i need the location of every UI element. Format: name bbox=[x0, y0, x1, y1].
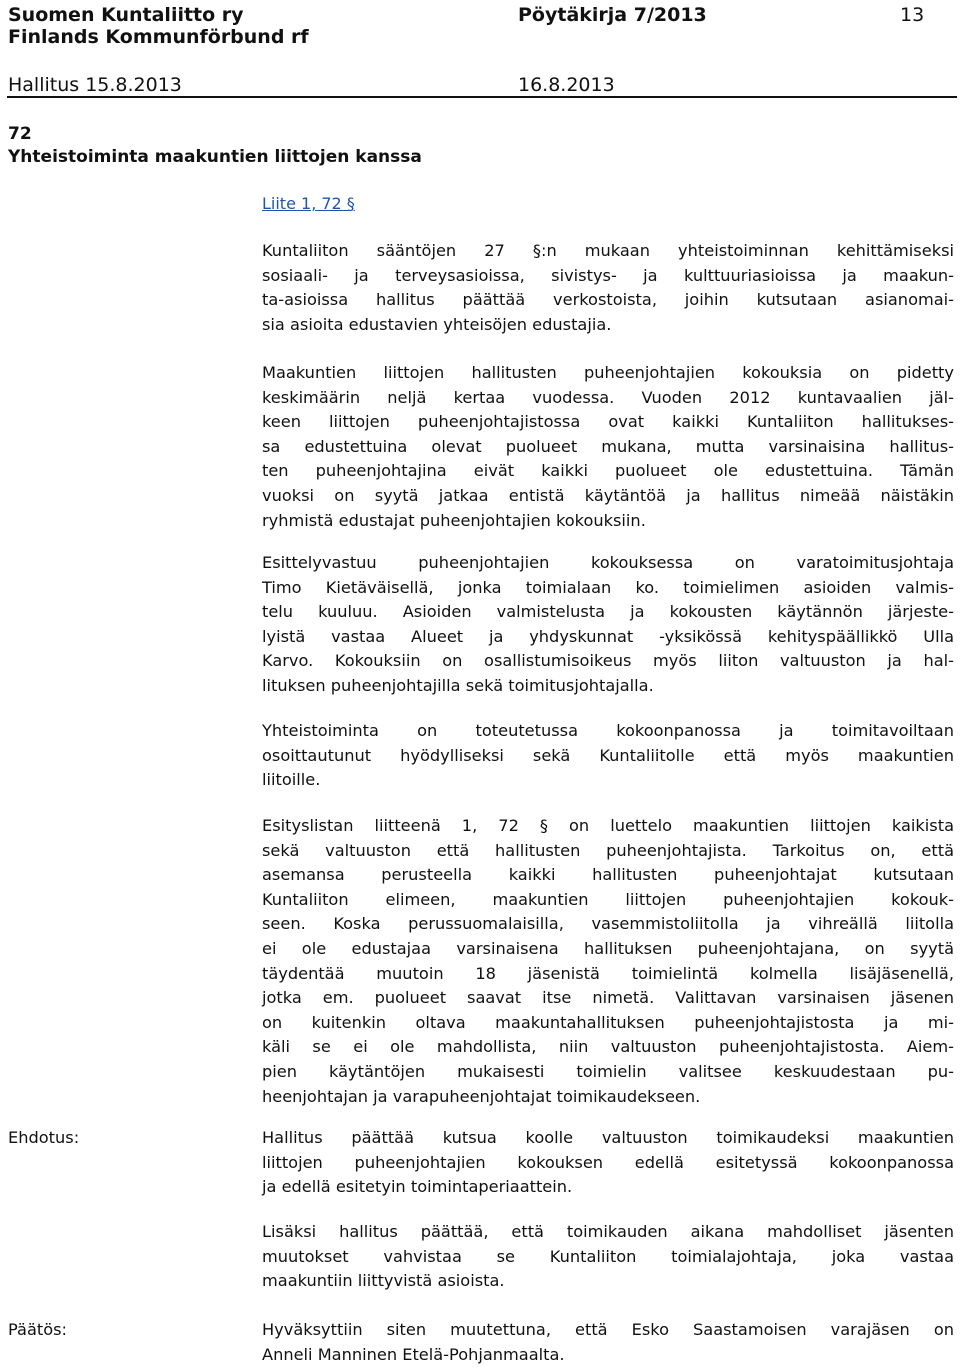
text-line: Maakuntien liittojen hallitusten puheenjohtajien kokouksia on pidetty bbox=[262, 363, 954, 382]
item-title: Yhteistoiminta maakuntien liittojen kanssa bbox=[8, 147, 422, 167]
text-line: Esityslistan liitteenä 1, 72 § on luettelo maakuntien liittojen kaikista bbox=[262, 816, 954, 835]
body-paragraph-3 bbox=[262, 551, 954, 699]
decision-label: Päätös: bbox=[8, 1320, 68, 1339]
text-line: asemansa perusteella kaikki hallitusten puheenjohtajat kutsutaan bbox=[262, 865, 954, 885]
text-line: ta-asioissa hallitus päättää verkostoista, joihin kutsutaan asianomai- bbox=[262, 290, 954, 310]
text-line: vuoksi on syytä jatkaa entistä käytäntöä ja hallitus nimeää näistäkin bbox=[262, 485, 954, 505]
text-line: keen liittojen puheenjohtajistossa ovat kaikki Kuntaliiton hallitukses- bbox=[262, 412, 954, 432]
text-line: Kuntaliiton sääntöjen 27 §:n mukaan yhteistoiminnan kehittämiseksi bbox=[262, 241, 954, 260]
text-line: ryhmistä edustajat puheenjohtajien kokouksiin. bbox=[262, 510, 646, 530]
proposal-paragraph-2 bbox=[262, 1220, 954, 1294]
header-divider bbox=[7, 96, 957, 98]
text-line: Hyväksyttiin siten muutettuna, että Esko Saastamoisen varajäsen on bbox=[262, 1320, 954, 1339]
text-line: maakuntiin liittyvistä asioista. bbox=[262, 1271, 505, 1291]
text-line: Timo Kietäväisellä, jonka toimialaan ko. toimielimen asioiden valmis- bbox=[262, 577, 954, 597]
text-line: liitoille. bbox=[262, 770, 321, 790]
text-line: sosiaali- ja terveysasioissa, sivistys- ja kulttuuriasioissa ja maakun- bbox=[262, 265, 954, 285]
text-line: pien käytäntöjen mukaisesti toimielin valitsee keskuudestaan pu- bbox=[262, 1061, 954, 1081]
attachment-link[interactable]: Liite 1, 72 § bbox=[262, 194, 355, 213]
text-line: on kuitenkin oltava maakuntahallituksen puheenjohtajistosta ja mi- bbox=[262, 1012, 954, 1032]
text-line: Esittelyvastuu puheenjohtajien kokouksessa on varatoimitusjohtaja bbox=[262, 553, 954, 572]
document-date: 16.8.2013 bbox=[518, 74, 615, 96]
text-line: jotka em. puolueet saavat itse nimetä. Valittavan varsinaisen jäsenen bbox=[262, 988, 954, 1008]
body-paragraph-1 bbox=[262, 239, 954, 337]
text-line: Yhteistoiminta on toteutetussa kokoonpanossa ja toimitavoiltaan bbox=[262, 721, 954, 740]
text-line: lyistä vastaa Alueet ja yhdyskunnat -yksikössä kehityspäällikkö Ulla bbox=[262, 626, 954, 646]
text-line: telu kuuluu. Asioiden valmistelusta ja kokousten käytännön järjeste- bbox=[262, 602, 954, 622]
text-line: lituksen puheenjohtajilla sekä toimitusjohtajalla. bbox=[262, 675, 654, 695]
text-line: käli se ei ole mahdollista, niin valtuuston puheenjohtajistosta. Aiem- bbox=[262, 1037, 954, 1057]
proposal-label: Ehdotus: bbox=[8, 1128, 80, 1147]
org-name-fi: Suomen Kuntaliitto ry bbox=[8, 4, 244, 26]
item-number: 72 bbox=[8, 124, 32, 144]
meeting-name: Hallitus 15.8.2013 bbox=[8, 74, 182, 96]
text-line: ja edellä esitetyin toimintaperiaattein. bbox=[262, 1177, 573, 1197]
body-paragraph-4 bbox=[262, 719, 954, 793]
text-line: liittojen puheenjohtajien kokouksen edellä esitetyssä kokoonpanossa bbox=[262, 1152, 954, 1172]
text-line: sia asioita edustavien yhteisöjen edustajia. bbox=[262, 314, 612, 334]
text-line: täydentää muutoin 18 jäsenistä toimielintä kolmella lisäjäsenellä, bbox=[262, 963, 954, 983]
text-line: ei ole edustajaa varsinaisena hallituksen puheenjohtajana, on syytä bbox=[262, 938, 954, 958]
proposal-paragraph-1 bbox=[262, 1126, 954, 1200]
text-line: sekä valtuuston että hallitusten puheenjohtajista. Tarkoitus on, että bbox=[262, 840, 954, 860]
text-line: seen. Koska perussuomalaisilla, vasemmistoliitolla ja vihreällä liitolla bbox=[262, 914, 954, 934]
text-line: Lisäksi hallitus päättää, että toimikauden aikana mahdolliset jäsenten bbox=[262, 1222, 954, 1241]
text-line: muutokset vahvistaa se Kuntaliiton toimialajohtaja, joka vastaa bbox=[262, 1246, 954, 1266]
text-line: Hallitus päättää kutsua koolle valtuuston toimikaudeksi maakuntien bbox=[262, 1128, 954, 1147]
org-name-sv: Finlands Kommunförbund rf bbox=[8, 26, 309, 48]
text-line: heenjohtajan ja varapuheenjohtajat toimikaudekseen. bbox=[262, 1086, 701, 1106]
document-title: Pöytäkirja 7/2013 bbox=[518, 4, 707, 26]
body-paragraph-2 bbox=[262, 361, 954, 533]
body-paragraph-5 bbox=[262, 814, 954, 1109]
text-line: sa edustettuina olevat puolueet mukana, mutta varsinaisina hallitus- bbox=[262, 436, 954, 456]
text-line: keskimäärin neljä kertaa vuodessa. Vuoden 2012 kuntavaalien jäl- bbox=[262, 387, 954, 407]
decision-paragraph bbox=[262, 1318, 954, 1367]
text-line: Karvo. Kokouksiin on osallistumisoikeus myös liiton valtuuston ja hal- bbox=[262, 651, 954, 671]
text-line: Kuntaliiton elimeen, maakuntien liittojen puheenjohtajien kokouk- bbox=[262, 889, 954, 909]
text-line: ten puheenjohtajina eivät kaikki puolueet ole edustettuina. Tämän bbox=[262, 461, 954, 481]
text-line: osoittautunut hyödylliseksi sekä Kuntaliitolle että myös maakuntien bbox=[262, 745, 954, 765]
page-number: 13 bbox=[900, 4, 925, 26]
text-line: Anneli Manninen Etelä-Pohjanmaalta. bbox=[262, 1344, 565, 1364]
